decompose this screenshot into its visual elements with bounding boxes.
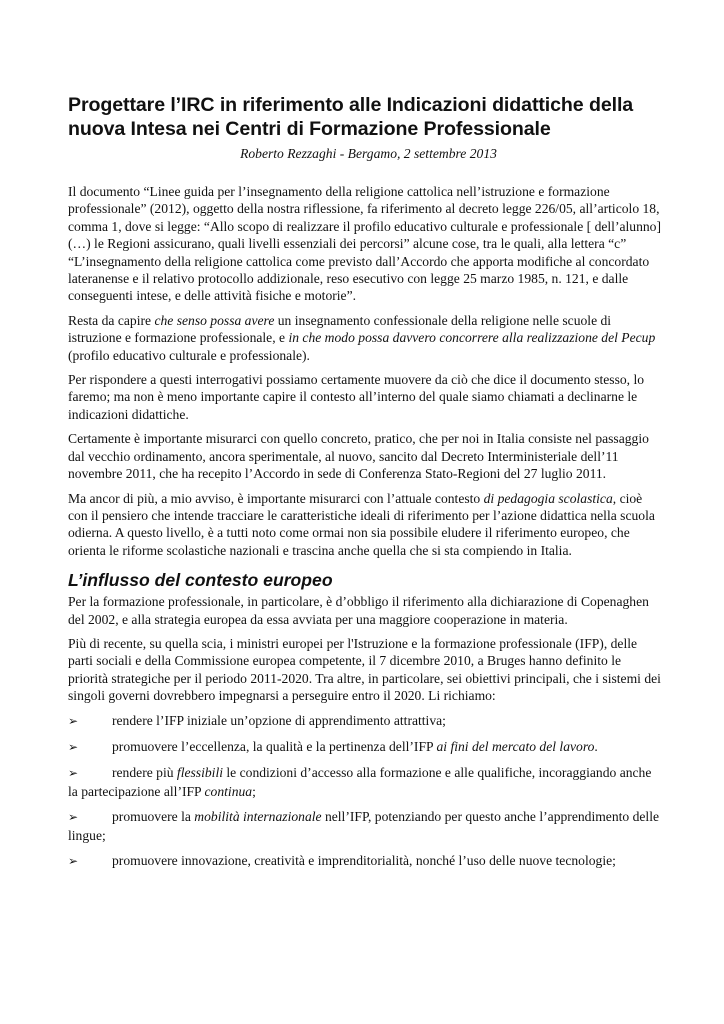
emphasis-text: flessibili [176, 765, 223, 781]
emphasis-text: di pedagogia scolastica [483, 490, 613, 506]
text-span: un insegnamento confessionale della religione nelle scuole di istruzione e formazione professionale, e [68, 312, 612, 346]
arrow-bullet-icon: ➢ [68, 739, 79, 754]
bullet-text: rendere l’IFP iniziale un’opzione di apprendimento attrattiva; [112, 712, 446, 728]
section-heading: L’influsso del contesto europeo [68, 570, 333, 591]
text-span: , cioè con il pensiero che intende tracciare le caratteristiche ideali di riferimento per l’azione didattica nella scuola odierna. A questo livello, è a tutti noto come ormai non sia possibile eludere il riferimento europeo, che orienta le riforme scolastiche nazionali e trascina anche quella che si sta compiendo in Italia. [68, 490, 655, 558]
title-line-2: nuova Intesa nei Centri di Formazione Professionale [68, 118, 551, 140]
paragraph-2 [68, 312, 661, 364]
bullet-text: ; [252, 783, 256, 799]
paragraph-4: Certamente è importante misurarci con quello concreto, pratico, che per noi in Italia consiste nel passaggio dal vecchio ordinamento, ancora sperimentale, al nuovo, sancito dal Decreto Interministeriale dell’11 novembre 2011, che ha recepito l’Accordo in sede di Conferenza Stato-Regioni del 27 luglio 2011. [68, 431, 649, 482]
bullet-item-3 [68, 764, 661, 800]
bullet-item-5 [68, 852, 661, 870]
document-title [68, 93, 661, 141]
title-line-1: Progettare l’IRC in riferimento alle Indicazioni didattiche della [68, 94, 634, 116]
emphasis-text: in che modo possa davvero concorrere alla realizzazione del Pecup [288, 330, 656, 346]
paragraph-3: Per rispondere a questi interrogativi possiamo certamente muovere da ciò che dice il documento stesso, lo faremo; ma non è meno importante capire il contesto all’interno del quale siamo chiamati a declinarne le indicazioni didattiche. [68, 372, 645, 422]
bullet-item-1 [68, 712, 661, 730]
emphasis-text: ai fini del mercato del lavoro [436, 738, 595, 754]
text-span: Ma ancor di più, a mio avviso, è importante misurarci con l’attuale contesto [68, 490, 484, 506]
bullet-text: nell’IFP, potenziando per questo anche l’apprendimento delle lingue; [68, 809, 660, 843]
bullet-text: promuovere innovazione, creatività e imprenditorialità, nonché l’uso delle nuove tecnologie; [112, 853, 616, 868]
bullet-text: rendere più [112, 765, 177, 781]
emphasis-text: mobilità internazionale [194, 809, 322, 825]
emphasis-text: che senso possa avere [154, 312, 275, 328]
bullet-text: promuovere la [112, 809, 195, 825]
paragraph-6: Per la formazione professionale, in particolare, è d’obbligo il riferimento alla dichiarazione di Copenaghen del 2002, e alla strategia europea da essa avviata per una maggiore cooperazione in materia. [68, 594, 649, 627]
document-body [68, 183, 661, 870]
author-line: Roberto Rezzaghi - Bergamo, 2 settembre 2013 [240, 146, 497, 161]
text-span: Resta da capire [68, 312, 155, 328]
paragraph-5 [68, 490, 661, 560]
paragraph-1: Il documento “Linee guida per l’insegnamento della religione cattolica nell’istruzione e formazione professionale” (2012), oggetto della nostra riflessione, fa riferimento al decreto legge 226/05, all’articolo 18, comma 1, dove si legge: “Allo scopo di realizzare il profilo educativo culturale e professionale [ dell’alunno] (…) le Regioni assicurano, quali livelli essenziali dei percorsi” alcune cose, tra le quali, alla lettera “c” “L’insegnamento della religione cattolica come previsto dall’Accordo che apporta modifiche al concordato lateranense e il relativo protocollo addizionale, reso esecutivo con legge 25 marzo 1985, n. 121, e dalle conseguenti intese, e delle attività fisiche e motorie”. [68, 184, 662, 304]
bullet-item-2 [68, 738, 661, 756]
bullet-text: . [594, 738, 598, 754]
paragraph-7: Più di recente, su quella scia, i ministri europei per l'Istruzione e la formazione professionale (IFP), delle parti sociali e della Commissione europea competente, il 7 dicembre 2010, a Bruges hanno definito le priorità strategiche per il periodo 2011-2020. Tra altre, in particolare, sei obiettivi principali, che i sistemi dei singoli governi dovrebbero impegnarsi a perseguire entro il 2020. Li richiamo: [68, 635, 661, 704]
emphasis-text: continua [204, 783, 253, 799]
bullet-text: promuovere l’eccellenza, la qualità e la pertinenza dell’IFP [112, 738, 437, 754]
bullet-text: le condizioni d’accesso alla formazione e alle qualifiche, incoraggiando anche la partecipazione all’IFP [68, 765, 652, 799]
text-span: (profilo educativo culturale e professionale). [68, 347, 310, 363]
arrow-bullet-icon: ➢ [68, 713, 79, 728]
arrow-bullet-icon: ➢ [68, 810, 79, 825]
arrow-bullet-icon: ➢ [68, 854, 79, 868]
arrow-bullet-icon: ➢ [68, 766, 79, 781]
bullet-item-4 [68, 808, 661, 844]
